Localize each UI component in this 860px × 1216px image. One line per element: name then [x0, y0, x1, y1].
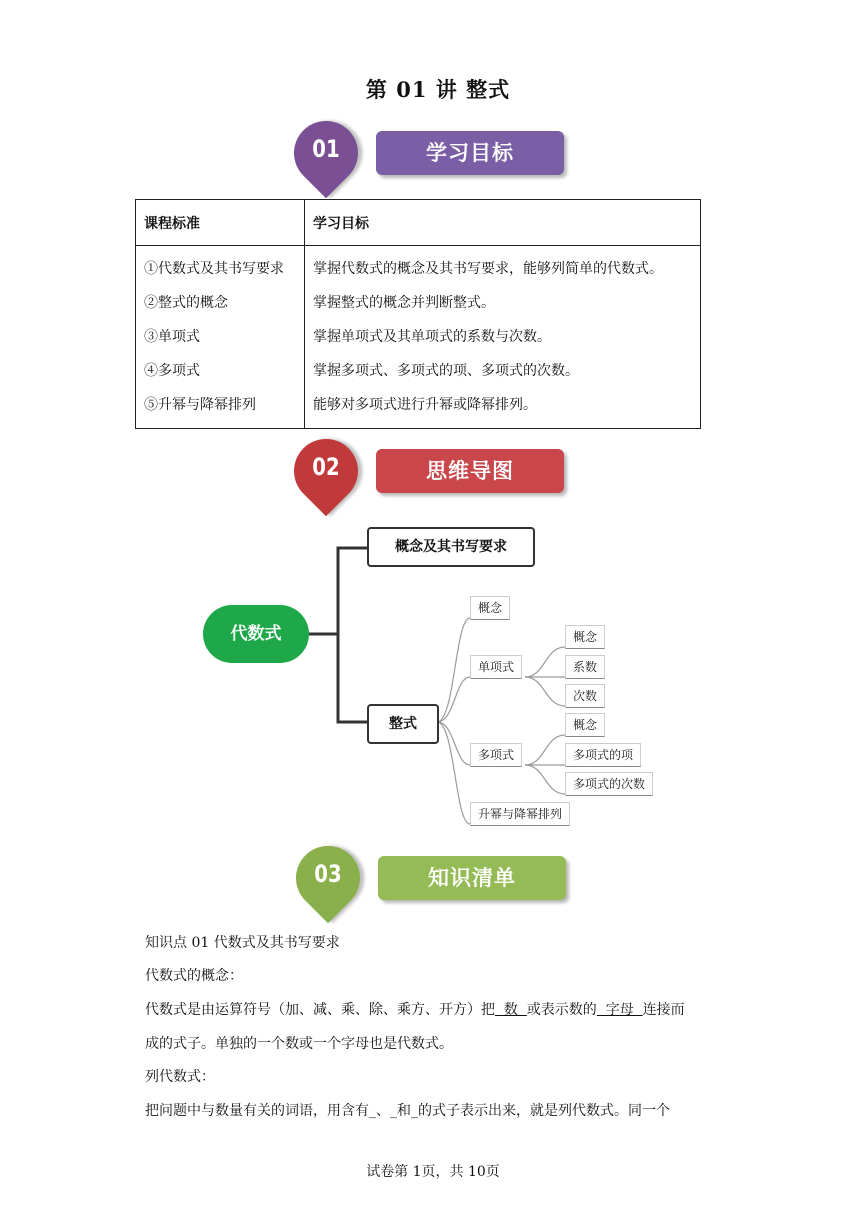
definition-text: 代数式是由运算符号（加、减、乘、除、乘方、开方）把	[145, 1002, 495, 1018]
blank-number: 数	[495, 1002, 527, 1018]
definition-text: 或表示数的	[526, 1002, 597, 1018]
mindmap-node-concept: 概念	[470, 596, 510, 620]
section-number: 02	[312, 453, 340, 481]
connector-poly-degree	[525, 765, 565, 794]
mindmap-node-mono-concept: 概念	[565, 625, 605, 649]
mindmap-node-mono-degree: 次数	[565, 684, 605, 708]
table-header-standard: 课程标准	[136, 200, 305, 246]
standard-item: ⑤升幂与降幂排列	[144, 397, 256, 413]
goal-item: 能够对多项式进行升幂或降幂排列。	[313, 397, 537, 413]
mindmap-node-poly-degree: 多项式的次数	[565, 772, 653, 796]
knowledge-point-heading: 知识点 01 代数式及其书写要求	[145, 935, 340, 951]
mindmap-branch-concept: 概念及其书写要求	[367, 527, 535, 567]
mindmap-branch-integral: 整式	[367, 704, 439, 744]
section-number: 01	[312, 135, 340, 163]
section-number: 03	[314, 860, 342, 888]
goal-item: 掌握单项式及其单项式的系数与次数。	[313, 329, 551, 345]
connector-monomial	[437, 677, 470, 722]
definition-line-2: 成的式子。单独的一个数或一个字母也是代数式。	[145, 1036, 453, 1052]
standard-item: ④多项式	[144, 363, 200, 379]
connector-root-branch2	[338, 634, 368, 722]
concept-heading: 代数式的概念：	[145, 968, 243, 984]
mindmap-node-ordering: 升幂与降幂排列	[470, 802, 570, 826]
page-footer: 试卷第 1页，共 10页	[366, 1164, 500, 1180]
mindmap-node-monomial: 单项式	[470, 655, 522, 679]
mindmap-node-polynomial: 多项式	[470, 743, 522, 767]
standard-item: ①代数式及其书写要求	[144, 261, 284, 277]
connector-ordering	[437, 722, 470, 824]
mindmap-node-poly-terms: 多项式的项	[565, 743, 641, 767]
connector-mono-concept	[525, 647, 565, 677]
connector-concept	[437, 618, 470, 722]
table-header-goal: 学习目标	[305, 200, 701, 246]
standard-item: ③单项式	[144, 329, 200, 345]
connector-mono-degree	[525, 677, 565, 706]
list-heading: 列代数式：	[145, 1069, 215, 1085]
page-title: 第 01 讲 整式	[365, 77, 511, 102]
mindmap-node-poly-concept: 概念	[565, 713, 605, 737]
blank-letter: 字母	[596, 1002, 643, 1018]
connector-polynomial	[437, 722, 470, 765]
goal-item: 掌握整式的概念并判断整式。	[313, 295, 495, 311]
section-label: 思维导图	[376, 449, 564, 493]
connector-poly-concept	[525, 735, 565, 765]
mindmap-root: 代数式	[203, 605, 309, 663]
section-label: 知识清单	[378, 856, 566, 900]
goal-item: 掌握多项式、多项式的项、多项式的次数。	[313, 363, 579, 379]
list-definition-line: 把问题中与数量有关的词语，用含有_、_和_的式子表示出来，就是列代数式。同一个	[145, 1103, 670, 1119]
definition-line-1	[145, 999, 685, 1019]
mindmap-node-mono-coef: 系数	[565, 655, 605, 679]
connector-root-branch1	[309, 548, 368, 634]
standard-item: ②整式的概念	[144, 295, 228, 311]
goal-item: 掌握代数式的概念及其书写要求，能够列简单的代数式。	[313, 261, 663, 277]
section-label: 学习目标	[376, 131, 564, 175]
definition-text: 连接而	[642, 1002, 685, 1018]
